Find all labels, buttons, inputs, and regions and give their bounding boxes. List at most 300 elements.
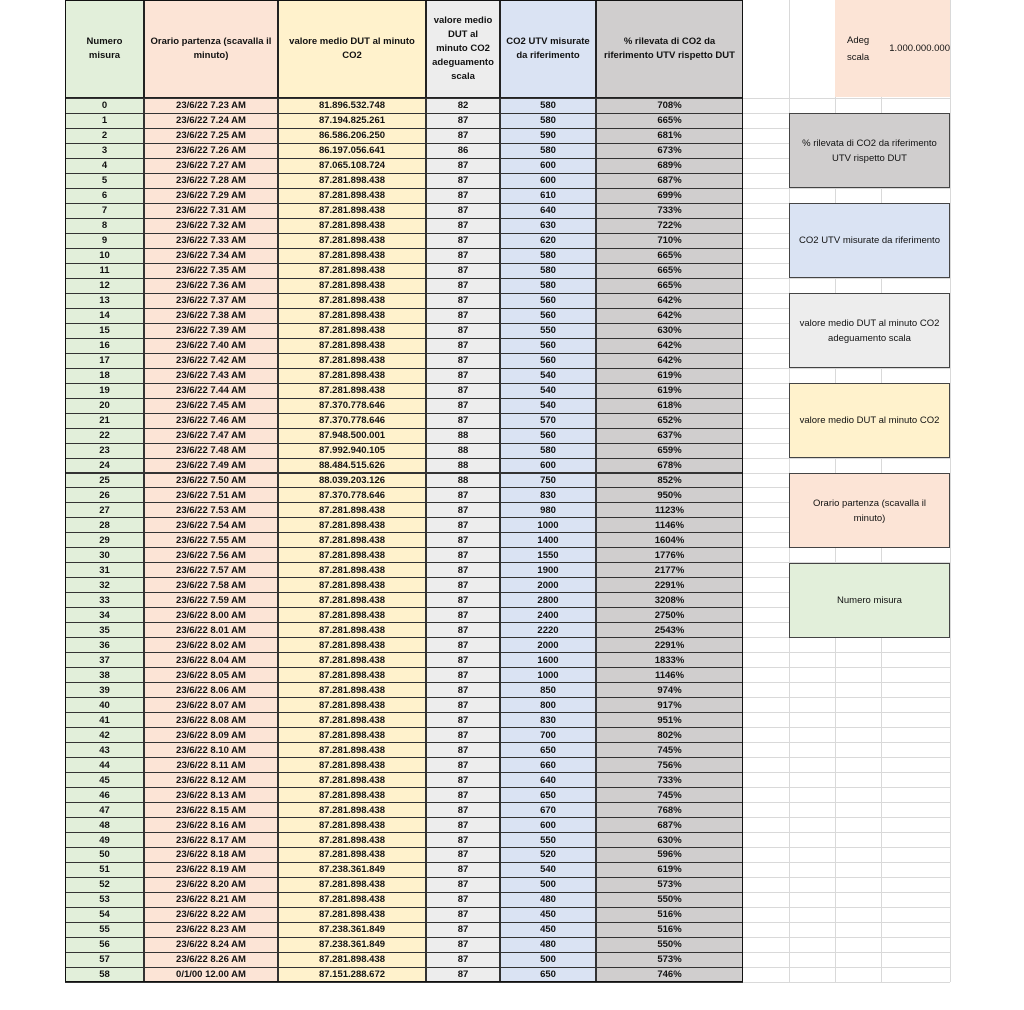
table-cell[interactable]: 2000 <box>500 577 596 593</box>
table-cell[interactable]: 27 <box>65 502 144 518</box>
table-cell[interactable]: 87 <box>426 907 500 923</box>
table-cell[interactable]: 850 <box>500 682 596 698</box>
table-cell[interactable]: 42 <box>65 727 144 743</box>
table-cell[interactable]: 87.281.898.438 <box>278 712 426 728</box>
table-cell[interactable]: 57 <box>65 952 144 968</box>
table-cell[interactable]: 650 <box>500 742 596 758</box>
table-cell[interactable]: 23/6/22 8.05 AM <box>144 667 278 683</box>
table-cell[interactable]: 87.281.898.438 <box>278 742 426 758</box>
table-cell[interactable]: 87.281.898.438 <box>278 517 426 533</box>
table-cell[interactable]: 87 <box>426 967 500 983</box>
table-cell[interactable]: 580 <box>500 143 596 159</box>
table-cell[interactable]: 87.281.898.438 <box>278 368 426 384</box>
table-cell[interactable]: 87 <box>426 263 500 279</box>
table-cell[interactable]: 87.281.898.438 <box>278 847 426 863</box>
table-cell[interactable]: 87 <box>426 862 500 878</box>
table-cell[interactable]: 87.281.898.438 <box>278 727 426 743</box>
table-cell[interactable]: 87 <box>426 113 500 129</box>
table-cell[interactable]: 87 <box>426 383 500 399</box>
table-cell[interactable]: 23/6/22 8.07 AM <box>144 697 278 713</box>
table-cell[interactable]: 687% <box>596 173 743 189</box>
table-cell[interactable]: 500 <box>500 877 596 893</box>
table-cell[interactable]: 87 <box>426 502 500 518</box>
table-cell[interactable]: 87.281.898.438 <box>278 532 426 548</box>
table-cell[interactable]: 23/6/22 8.26 AM <box>144 952 278 968</box>
table-cell[interactable]: 23/6/22 7.44 AM <box>144 383 278 399</box>
table-cell[interactable]: 650 <box>500 787 596 803</box>
table-cell[interactable]: 45 <box>65 772 144 788</box>
table-cell[interactable]: 13 <box>65 293 144 309</box>
table-cell[interactable]: 87.281.898.438 <box>278 877 426 893</box>
table-cell[interactable]: 8 <box>65 218 144 234</box>
table-cell[interactable]: 23/6/22 8.15 AM <box>144 802 278 818</box>
table-cell[interactable]: 87 <box>426 233 500 249</box>
table-cell[interactable]: 7 <box>65 203 144 219</box>
table-cell[interactable]: 580 <box>500 98 596 114</box>
table-cell[interactable]: 87.281.898.438 <box>278 248 426 264</box>
table-cell[interactable]: 37 <box>65 652 144 668</box>
table-cell[interactable]: 87.281.898.438 <box>278 278 426 294</box>
table-cell[interactable]: 30 <box>65 547 144 563</box>
table-cell[interactable]: 87 <box>426 158 500 174</box>
table-cell[interactable]: 87.281.898.438 <box>278 308 426 324</box>
table-cell[interactable]: 745% <box>596 787 743 803</box>
table-cell[interactable]: 87.281.898.438 <box>278 832 426 848</box>
table-cell[interactable]: 23/6/22 8.02 AM <box>144 637 278 653</box>
table-cell[interactable]: 87.281.898.438 <box>278 757 426 773</box>
table-cell[interactable]: 87.281.898.438 <box>278 802 426 818</box>
table-cell[interactable]: 87.238.361.849 <box>278 922 426 938</box>
table-cell[interactable]: 580 <box>500 248 596 264</box>
table-cell[interactable]: 722% <box>596 218 743 234</box>
table-cell[interactable]: 25 <box>65 473 144 489</box>
table-cell[interactable]: 520 <box>500 847 596 863</box>
table-cell[interactable]: 16 <box>65 338 144 354</box>
table-cell[interactable]: 23/6/22 7.32 AM <box>144 218 278 234</box>
table-cell[interactable]: 580 <box>500 263 596 279</box>
table-cell[interactable]: 86.586.206.250 <box>278 128 426 144</box>
table-cell[interactable]: 87.281.898.438 <box>278 173 426 189</box>
table-cell[interactable]: 35 <box>65 622 144 638</box>
table-cell[interactable]: 87 <box>426 787 500 803</box>
table-cell[interactable]: 87.151.288.672 <box>278 967 426 983</box>
table-cell[interactable]: 10 <box>65 248 144 264</box>
table-cell[interactable]: 630% <box>596 832 743 848</box>
table-cell[interactable]: 700 <box>500 727 596 743</box>
table-cell[interactable]: 51 <box>65 862 144 878</box>
table-cell[interactable]: 29 <box>65 532 144 548</box>
table-cell[interactable]: 917% <box>596 697 743 713</box>
table-cell[interactable]: 87.281.898.438 <box>278 233 426 249</box>
table-cell[interactable]: 28 <box>65 517 144 533</box>
table-cell[interactable]: 619% <box>596 383 743 399</box>
table-cell[interactable]: 23/6/22 7.55 AM <box>144 532 278 548</box>
table-cell[interactable]: 87.281.898.438 <box>278 293 426 309</box>
table-cell[interactable]: 87 <box>426 173 500 189</box>
table-cell[interactable]: 665% <box>596 278 743 294</box>
table-cell[interactable]: 87 <box>426 188 500 204</box>
table-cell[interactable]: 23/6/22 7.59 AM <box>144 592 278 608</box>
table-cell[interactable]: 1400 <box>500 532 596 548</box>
table-cell[interactable]: 87 <box>426 218 500 234</box>
table-cell[interactable]: 681% <box>596 128 743 144</box>
table-cell[interactable]: 600 <box>500 173 596 189</box>
table-cell[interactable]: 560 <box>500 308 596 324</box>
table-cell[interactable]: 699% <box>596 188 743 204</box>
table-cell[interactable]: 87 <box>426 532 500 548</box>
table-cell[interactable]: 23/6/22 8.19 AM <box>144 862 278 878</box>
table-cell[interactable]: 2750% <box>596 607 743 623</box>
table-cell[interactable]: 665% <box>596 263 743 279</box>
table-cell[interactable]: 23/6/22 7.50 AM <box>144 473 278 489</box>
table-cell[interactable]: 87.281.898.438 <box>278 547 426 563</box>
table-cell[interactable]: 87.281.898.438 <box>278 787 426 803</box>
table-cell[interactable]: 52 <box>65 877 144 893</box>
table-cell[interactable]: 23/6/22 8.18 AM <box>144 847 278 863</box>
table-cell[interactable]: 87 <box>426 622 500 638</box>
table-cell[interactable]: 87.065.108.724 <box>278 158 426 174</box>
table-cell[interactable]: 1146% <box>596 667 743 683</box>
table-cell[interactable]: 88.039.203.126 <box>278 473 426 489</box>
table-cell[interactable]: 87.281.898.438 <box>278 562 426 578</box>
table-cell[interactable]: 23/6/22 8.20 AM <box>144 877 278 893</box>
table-cell[interactable]: 2177% <box>596 562 743 578</box>
table-cell[interactable]: 560 <box>500 338 596 354</box>
table-cell[interactable]: 610 <box>500 188 596 204</box>
table-cell[interactable]: 3208% <box>596 592 743 608</box>
table-cell[interactable]: 87 <box>426 817 500 833</box>
table-cell[interactable]: 54 <box>65 907 144 923</box>
table-cell[interactable]: 23/6/22 7.34 AM <box>144 248 278 264</box>
table-cell[interactable]: 950% <box>596 487 743 503</box>
table-cell[interactable]: 580 <box>500 113 596 129</box>
table-cell[interactable]: 550 <box>500 323 596 339</box>
table-cell[interactable]: 87 <box>426 742 500 758</box>
table-cell[interactable]: 87.281.898.438 <box>278 907 426 923</box>
table-cell[interactable]: 830 <box>500 487 596 503</box>
table-cell[interactable]: 87.194.825.261 <box>278 113 426 129</box>
table-cell[interactable]: 678% <box>596 458 743 474</box>
table-cell[interactable]: 980 <box>500 502 596 518</box>
table-cell[interactable]: 87 <box>426 517 500 533</box>
table-cell[interactable]: 1146% <box>596 517 743 533</box>
table-cell[interactable]: 710% <box>596 233 743 249</box>
table-cell[interactable]: 87 <box>426 368 500 384</box>
table-cell[interactable]: 951% <box>596 712 743 728</box>
table-cell[interactable]: 630 <box>500 218 596 234</box>
table-cell[interactable]: 87.992.940.105 <box>278 443 426 459</box>
table-cell[interactable]: 55 <box>65 922 144 938</box>
table-cell[interactable]: 87.281.898.438 <box>278 667 426 683</box>
table-cell[interactable]: 23/6/22 8.23 AM <box>144 922 278 938</box>
table-cell[interactable]: 23/6/22 8.00 AM <box>144 607 278 623</box>
table-cell[interactable]: 596% <box>596 847 743 863</box>
table-cell[interactable]: 18 <box>65 368 144 384</box>
table-cell[interactable]: 480 <box>500 937 596 953</box>
table-cell[interactable]: 560 <box>500 353 596 369</box>
table-cell[interactable]: 974% <box>596 682 743 698</box>
table-cell[interactable]: 87 <box>426 712 500 728</box>
table-cell[interactable]: 23/6/22 7.54 AM <box>144 517 278 533</box>
table-cell[interactable]: 23/6/22 8.13 AM <box>144 787 278 803</box>
table-cell[interactable]: 33 <box>65 592 144 608</box>
table-cell[interactable]: 1600 <box>500 652 596 668</box>
table-cell[interactable]: 23/6/22 7.58 AM <box>144 577 278 593</box>
table-cell[interactable]: 56 <box>65 937 144 953</box>
table-cell[interactable]: 23/6/22 7.43 AM <box>144 368 278 384</box>
table-cell[interactable]: 17 <box>65 353 144 369</box>
table-cell[interactable]: 23/6/22 7.56 AM <box>144 547 278 563</box>
table-cell[interactable]: 23/6/22 7.24 AM <box>144 113 278 129</box>
table-cell[interactable]: 36 <box>65 637 144 653</box>
table-cell[interactable]: 23/6/22 7.31 AM <box>144 203 278 219</box>
table-cell[interactable]: 450 <box>500 922 596 938</box>
table-cell[interactable]: 24 <box>65 458 144 474</box>
table-cell[interactable]: 86 <box>426 143 500 159</box>
table-cell[interactable]: 87 <box>426 413 500 429</box>
table-cell[interactable]: 540 <box>500 383 596 399</box>
table-cell[interactable]: 640 <box>500 772 596 788</box>
table-cell[interactable]: 540 <box>500 862 596 878</box>
table-cell[interactable]: 43 <box>65 742 144 758</box>
table-cell[interactable]: 640 <box>500 203 596 219</box>
table-cell[interactable]: 87.281.898.438 <box>278 577 426 593</box>
table-cell[interactable]: 31 <box>65 562 144 578</box>
table-cell[interactable]: 480 <box>500 892 596 908</box>
table-cell[interactable]: 41 <box>65 712 144 728</box>
table-cell[interactable]: 87 <box>426 487 500 503</box>
table-cell[interactable]: 3 <box>65 143 144 159</box>
table-cell[interactable]: 1000 <box>500 517 596 533</box>
table-cell[interactable]: 852% <box>596 473 743 489</box>
table-cell[interactable]: 650 <box>500 967 596 983</box>
table-cell[interactable]: 1833% <box>596 652 743 668</box>
table-cell[interactable]: 550 <box>500 832 596 848</box>
table-cell[interactable]: 88 <box>426 458 500 474</box>
table-cell[interactable]: 750 <box>500 473 596 489</box>
table-cell[interactable]: 1776% <box>596 547 743 563</box>
table-cell[interactable]: 5 <box>65 173 144 189</box>
table-cell[interactable]: 580 <box>500 443 596 459</box>
table-cell[interactable]: 619% <box>596 862 743 878</box>
table-cell[interactable]: 88.484.515.626 <box>278 458 426 474</box>
table-cell[interactable]: 39 <box>65 682 144 698</box>
table-cell[interactable]: 642% <box>596 293 743 309</box>
table-cell[interactable]: 87 <box>426 248 500 264</box>
table-cell[interactable]: 87.281.898.438 <box>278 338 426 354</box>
table-cell[interactable]: 21 <box>65 413 144 429</box>
table-cell[interactable]: 86.197.056.641 <box>278 143 426 159</box>
table-cell[interactable]: 652% <box>596 413 743 429</box>
table-cell[interactable]: 87 <box>426 892 500 908</box>
table-cell[interactable]: 642% <box>596 338 743 354</box>
table-cell[interactable]: 87.281.898.438 <box>278 592 426 608</box>
table-cell[interactable]: 87 <box>426 278 500 294</box>
table-cell[interactable]: 23/6/22 7.29 AM <box>144 188 278 204</box>
table-cell[interactable]: 87.281.898.438 <box>278 652 426 668</box>
table-cell[interactable]: 12 <box>65 278 144 294</box>
table-cell[interactable]: 708% <box>596 98 743 114</box>
table-cell[interactable]: 2291% <box>596 637 743 653</box>
table-cell[interactable]: 23/6/22 7.25 AM <box>144 128 278 144</box>
table-cell[interactable]: 87 <box>426 772 500 788</box>
table-cell[interactable]: 44 <box>65 757 144 773</box>
table-cell[interactable]: 87.238.361.849 <box>278 862 426 878</box>
table-cell[interactable]: 450 <box>500 907 596 923</box>
table-cell[interactable]: 2000 <box>500 637 596 653</box>
table-cell[interactable]: 87 <box>426 682 500 698</box>
table-cell[interactable]: 23/6/22 8.11 AM <box>144 757 278 773</box>
table-cell[interactable]: 87.281.898.438 <box>278 772 426 788</box>
table-cell[interactable]: 1000 <box>500 667 596 683</box>
table-cell[interactable]: 87 <box>426 652 500 668</box>
table-cell[interactable]: 4 <box>65 158 144 174</box>
table-cell[interactable]: 23/6/22 7.26 AM <box>144 143 278 159</box>
table-cell[interactable]: 40 <box>65 697 144 713</box>
table-cell[interactable]: 58 <box>65 967 144 983</box>
table-cell[interactable]: 1550 <box>500 547 596 563</box>
table-cell[interactable]: 87 <box>426 937 500 953</box>
table-cell[interactable]: 87.281.898.438 <box>278 682 426 698</box>
table-cell[interactable]: 14 <box>65 308 144 324</box>
table-cell[interactable]: 637% <box>596 428 743 444</box>
table-cell[interactable]: 746% <box>596 967 743 983</box>
table-cell[interactable]: 768% <box>596 802 743 818</box>
table-cell[interactable]: 87.948.500.001 <box>278 428 426 444</box>
table-cell[interactable]: 1 <box>65 113 144 129</box>
table-cell[interactable]: 687% <box>596 817 743 833</box>
table-cell[interactable]: 23/6/22 8.12 AM <box>144 772 278 788</box>
table-cell[interactable]: 23/6/22 7.39 AM <box>144 323 278 339</box>
table-cell[interactable]: 87.370.778.646 <box>278 398 426 414</box>
table-cell[interactable]: 87 <box>426 577 500 593</box>
table-cell[interactable]: 570 <box>500 413 596 429</box>
table-cell[interactable]: 87 <box>426 727 500 743</box>
table-cell[interactable]: 23/6/22 7.33 AM <box>144 233 278 249</box>
table-cell[interactable]: 23/6/22 7.37 AM <box>144 293 278 309</box>
table-cell[interactable]: 22 <box>65 428 144 444</box>
table-cell[interactable]: 573% <box>596 877 743 893</box>
table-cell[interactable]: 0/1/00 12.00 AM <box>144 967 278 983</box>
table-cell[interactable]: 600 <box>500 817 596 833</box>
table-cell[interactable]: 800 <box>500 697 596 713</box>
table-cell[interactable]: 23/6/22 7.42 AM <box>144 353 278 369</box>
table-cell[interactable]: 87 <box>426 832 500 848</box>
table-cell[interactable]: 516% <box>596 922 743 938</box>
table-cell[interactable]: 26 <box>65 487 144 503</box>
table-cell[interactable]: 540 <box>500 368 596 384</box>
table-cell[interactable]: 23/6/22 8.06 AM <box>144 682 278 698</box>
table-cell[interactable]: 87 <box>426 607 500 623</box>
table-cell[interactable]: 23/6/22 8.21 AM <box>144 892 278 908</box>
table-cell[interactable]: 580 <box>500 278 596 294</box>
table-cell[interactable]: 600 <box>500 458 596 474</box>
table-cell[interactable]: 87 <box>426 922 500 938</box>
table-cell[interactable]: 15 <box>65 323 144 339</box>
table-cell[interactable]: 88 <box>426 428 500 444</box>
table-cell[interactable]: 802% <box>596 727 743 743</box>
table-cell[interactable]: 23/6/22 7.38 AM <box>144 308 278 324</box>
table-cell[interactable]: 689% <box>596 158 743 174</box>
table-cell[interactable]: 23/6/22 8.10 AM <box>144 742 278 758</box>
table-cell[interactable]: 87 <box>426 128 500 144</box>
table-cell[interactable]: 88 <box>426 443 500 459</box>
table-cell[interactable]: 87.281.898.438 <box>278 817 426 833</box>
table-cell[interactable]: 660 <box>500 757 596 773</box>
table-cell[interactable]: 87.281.898.438 <box>278 218 426 234</box>
table-cell[interactable]: 673% <box>596 143 743 159</box>
table-cell[interactable]: 87.238.361.849 <box>278 937 426 953</box>
table-cell[interactable]: 46 <box>65 787 144 803</box>
table-cell[interactable]: 38 <box>65 667 144 683</box>
table-cell[interactable]: 733% <box>596 772 743 788</box>
table-cell[interactable]: 87 <box>426 323 500 339</box>
table-cell[interactable]: 87 <box>426 802 500 818</box>
table-cell[interactable]: 23/6/22 8.04 AM <box>144 652 278 668</box>
table-cell[interactable]: 550% <box>596 892 743 908</box>
table-cell[interactable]: 87 <box>426 353 500 369</box>
table-cell[interactable]: 87 <box>426 308 500 324</box>
table-cell[interactable]: 23/6/22 8.17 AM <box>144 832 278 848</box>
table-cell[interactable]: 23/6/22 8.01 AM <box>144 622 278 638</box>
table-cell[interactable]: 23/6/22 7.40 AM <box>144 338 278 354</box>
table-cell[interactable]: 6 <box>65 188 144 204</box>
table-cell[interactable]: 87.281.898.438 <box>278 353 426 369</box>
table-cell[interactable]: 32 <box>65 577 144 593</box>
table-cell[interactable]: 87 <box>426 203 500 219</box>
table-cell[interactable]: 573% <box>596 952 743 968</box>
table-cell[interactable]: 87 <box>426 338 500 354</box>
table-cell[interactable]: 87.370.778.646 <box>278 413 426 429</box>
table-cell[interactable]: 87.281.898.438 <box>278 892 426 908</box>
table-cell[interactable]: 1900 <box>500 562 596 578</box>
table-cell[interactable]: 20 <box>65 398 144 414</box>
table-cell[interactable]: 11 <box>65 263 144 279</box>
table-cell[interactable]: 2543% <box>596 622 743 638</box>
table-cell[interactable]: 87 <box>426 757 500 773</box>
table-cell[interactable]: 87.281.898.438 <box>278 607 426 623</box>
table-cell[interactable]: 50 <box>65 847 144 863</box>
table-cell[interactable]: 87 <box>426 952 500 968</box>
table-cell[interactable]: 642% <box>596 308 743 324</box>
table-cell[interactable]: 88 <box>426 473 500 489</box>
table-cell[interactable]: 733% <box>596 203 743 219</box>
table-cell[interactable]: 81.896.532.748 <box>278 98 426 114</box>
table-cell[interactable]: 87 <box>426 697 500 713</box>
table-cell[interactable]: 745% <box>596 742 743 758</box>
table-cell[interactable]: 9 <box>65 233 144 249</box>
table-cell[interactable]: 2 <box>65 128 144 144</box>
table-cell[interactable]: 516% <box>596 907 743 923</box>
table-cell[interactable]: 87.281.898.438 <box>278 203 426 219</box>
table-cell[interactable]: 19 <box>65 383 144 399</box>
table-cell[interactable]: 23/6/22 8.22 AM <box>144 907 278 923</box>
table-cell[interactable]: 48 <box>65 817 144 833</box>
table-cell[interactable]: 34 <box>65 607 144 623</box>
table-cell[interactable]: 23/6/22 7.28 AM <box>144 173 278 189</box>
table-cell[interactable]: 590 <box>500 128 596 144</box>
table-cell[interactable]: 53 <box>65 892 144 908</box>
table-cell[interactable]: 23/6/22 7.47 AM <box>144 428 278 444</box>
table-cell[interactable]: 23/6/22 8.16 AM <box>144 817 278 833</box>
table-cell[interactable]: 87 <box>426 877 500 893</box>
table-cell[interactable]: 2291% <box>596 577 743 593</box>
table-cell[interactable]: 1123% <box>596 502 743 518</box>
table-cell[interactable]: 23/6/22 8.24 AM <box>144 937 278 953</box>
table-cell[interactable]: 560 <box>500 293 596 309</box>
table-cell[interactable]: 659% <box>596 443 743 459</box>
table-cell[interactable]: 756% <box>596 757 743 773</box>
